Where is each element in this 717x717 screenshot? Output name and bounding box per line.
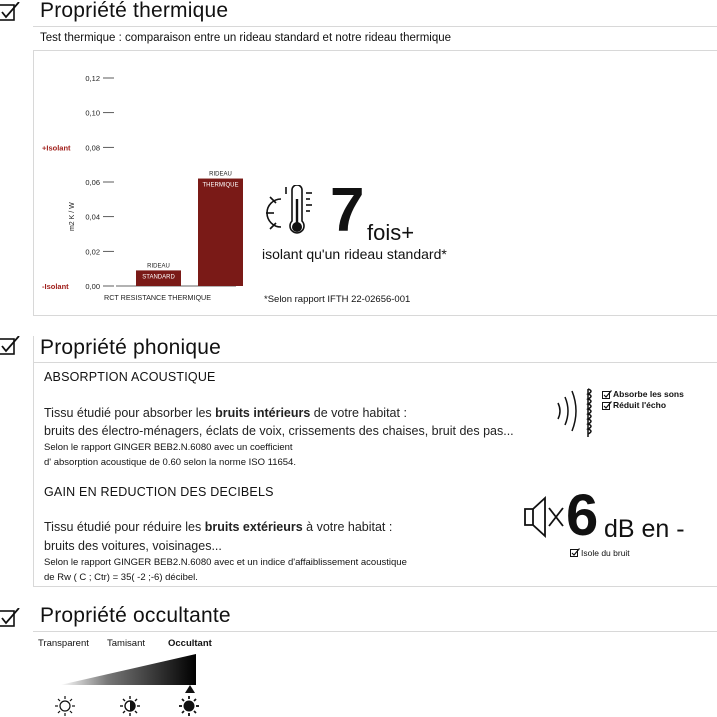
side-label-plus: +Isolant xyxy=(42,143,71,153)
section-border xyxy=(33,50,34,315)
checkbox-icon xyxy=(570,548,580,558)
section-divider xyxy=(33,50,717,51)
section-divider xyxy=(33,586,717,587)
bar-label-bottom: STANDARD xyxy=(142,274,175,281)
bar-label-top: RIDEAU xyxy=(147,263,170,270)
absorption-line-1: Tissu étudié pour absorber les bruits intérieurs de votre habitat : xyxy=(44,406,407,420)
badge-absorbe: Absorbe les sons xyxy=(613,389,684,399)
half-sun-icon xyxy=(119,695,141,717)
section-divider xyxy=(33,362,717,363)
section-divider xyxy=(33,631,717,632)
checkbox-icon xyxy=(602,390,612,400)
section-title-phonic: Propriété phonique xyxy=(40,336,222,359)
thermal-bar-chart xyxy=(36,60,276,310)
section-divider xyxy=(33,315,717,316)
level-tamisant: Tamisant xyxy=(107,638,146,649)
reduction-line-2: bruits des voitures, voisinages... xyxy=(44,539,222,553)
absorption-line-2: bruits des électro-ménagers, éclats de voix, crissements des chaises, bruit des pas... xyxy=(44,424,514,438)
thermal-subtitle: Test thermique : comparaison entre un rideau standard et notre rideau thermique xyxy=(40,32,452,44)
selected-level-marker xyxy=(185,685,195,693)
db-number: 6 xyxy=(566,483,599,548)
reduction-line-4: de Rw ( C ; Ctr) = 35( -2 ;-6) décibel. xyxy=(44,572,198,583)
thermal-claim-text: isolant qu'un rideau standard* xyxy=(262,246,447,262)
y-tick-label: 0,06 xyxy=(85,178,100,187)
db-unit: dB en - xyxy=(604,515,685,543)
y-tick-label: 0,12 xyxy=(85,74,100,83)
absorption-heading: ABSORPTION ACOUSTIQUE xyxy=(44,370,216,384)
absorption-line-3: Selon le rapport GINGER BEB2.N.6080 avec un coefficient xyxy=(44,442,293,453)
y-tick-label: 0,08 xyxy=(85,143,100,153)
bar xyxy=(198,179,243,286)
thermal-claim-number: 7 xyxy=(330,176,365,245)
side-label-minus: -Isolant xyxy=(42,282,69,291)
bar-label-top: RIDEAU xyxy=(209,171,232,178)
reduction-line-3: Selon le rapport GINGER BEB2.N.6080 avec et un indice d'affaiblissement acoustique xyxy=(44,557,407,568)
sound-absorption-icon xyxy=(552,385,602,441)
thermometer-sun-icon xyxy=(262,185,324,241)
speaker-mute-icon xyxy=(522,494,566,540)
sun-filled-icon xyxy=(178,695,200,717)
absorption-line-4: d' absorption acoustique de 0.60 selon la norme ISO 11654. xyxy=(44,457,296,468)
bar-label-bottom: THERMIQUE xyxy=(202,182,239,189)
level-occultant: Occultant xyxy=(168,638,212,649)
checkbox-icon xyxy=(0,336,20,356)
checkbox-icon xyxy=(602,401,612,411)
opacity-gradient-wedge xyxy=(60,652,200,686)
badge-isole: Isole du bruit xyxy=(581,548,630,558)
checkbox-icon xyxy=(0,608,20,628)
y-tick-label: 0,04 xyxy=(85,212,100,222)
badge-echo: Réduit l'écho xyxy=(613,400,667,410)
y-axis-label: m2 K / W xyxy=(69,202,76,232)
thermal-footnote: *Selon rapport IFTH 22-02656-001 xyxy=(264,294,411,305)
checkbox-icon xyxy=(0,2,20,22)
section-title-occult: Propriété occultante xyxy=(40,604,231,627)
reduction-heading: GAIN EN REDUCTION DES DECIBELS xyxy=(44,485,274,499)
y-tick-label: 0,10 xyxy=(85,108,100,118)
section-border xyxy=(33,336,34,586)
y-tick-label: 0,00 xyxy=(85,282,100,291)
section-title-thermal: Propriété thermique xyxy=(40,0,229,22)
section-divider xyxy=(33,26,717,27)
x-axis-label: RCT RESISTANCE THERMIQUE xyxy=(104,293,212,302)
thermal-claim-suffix: fois+ xyxy=(367,220,415,245)
sun-outline-icon xyxy=(54,695,76,717)
y-tick-label: 0,02 xyxy=(85,247,100,257)
level-transparent: Transparent xyxy=(38,638,89,649)
reduction-line-1: Tissu étudié pour réduire les bruits extérieurs à votre habitat : xyxy=(44,520,393,534)
